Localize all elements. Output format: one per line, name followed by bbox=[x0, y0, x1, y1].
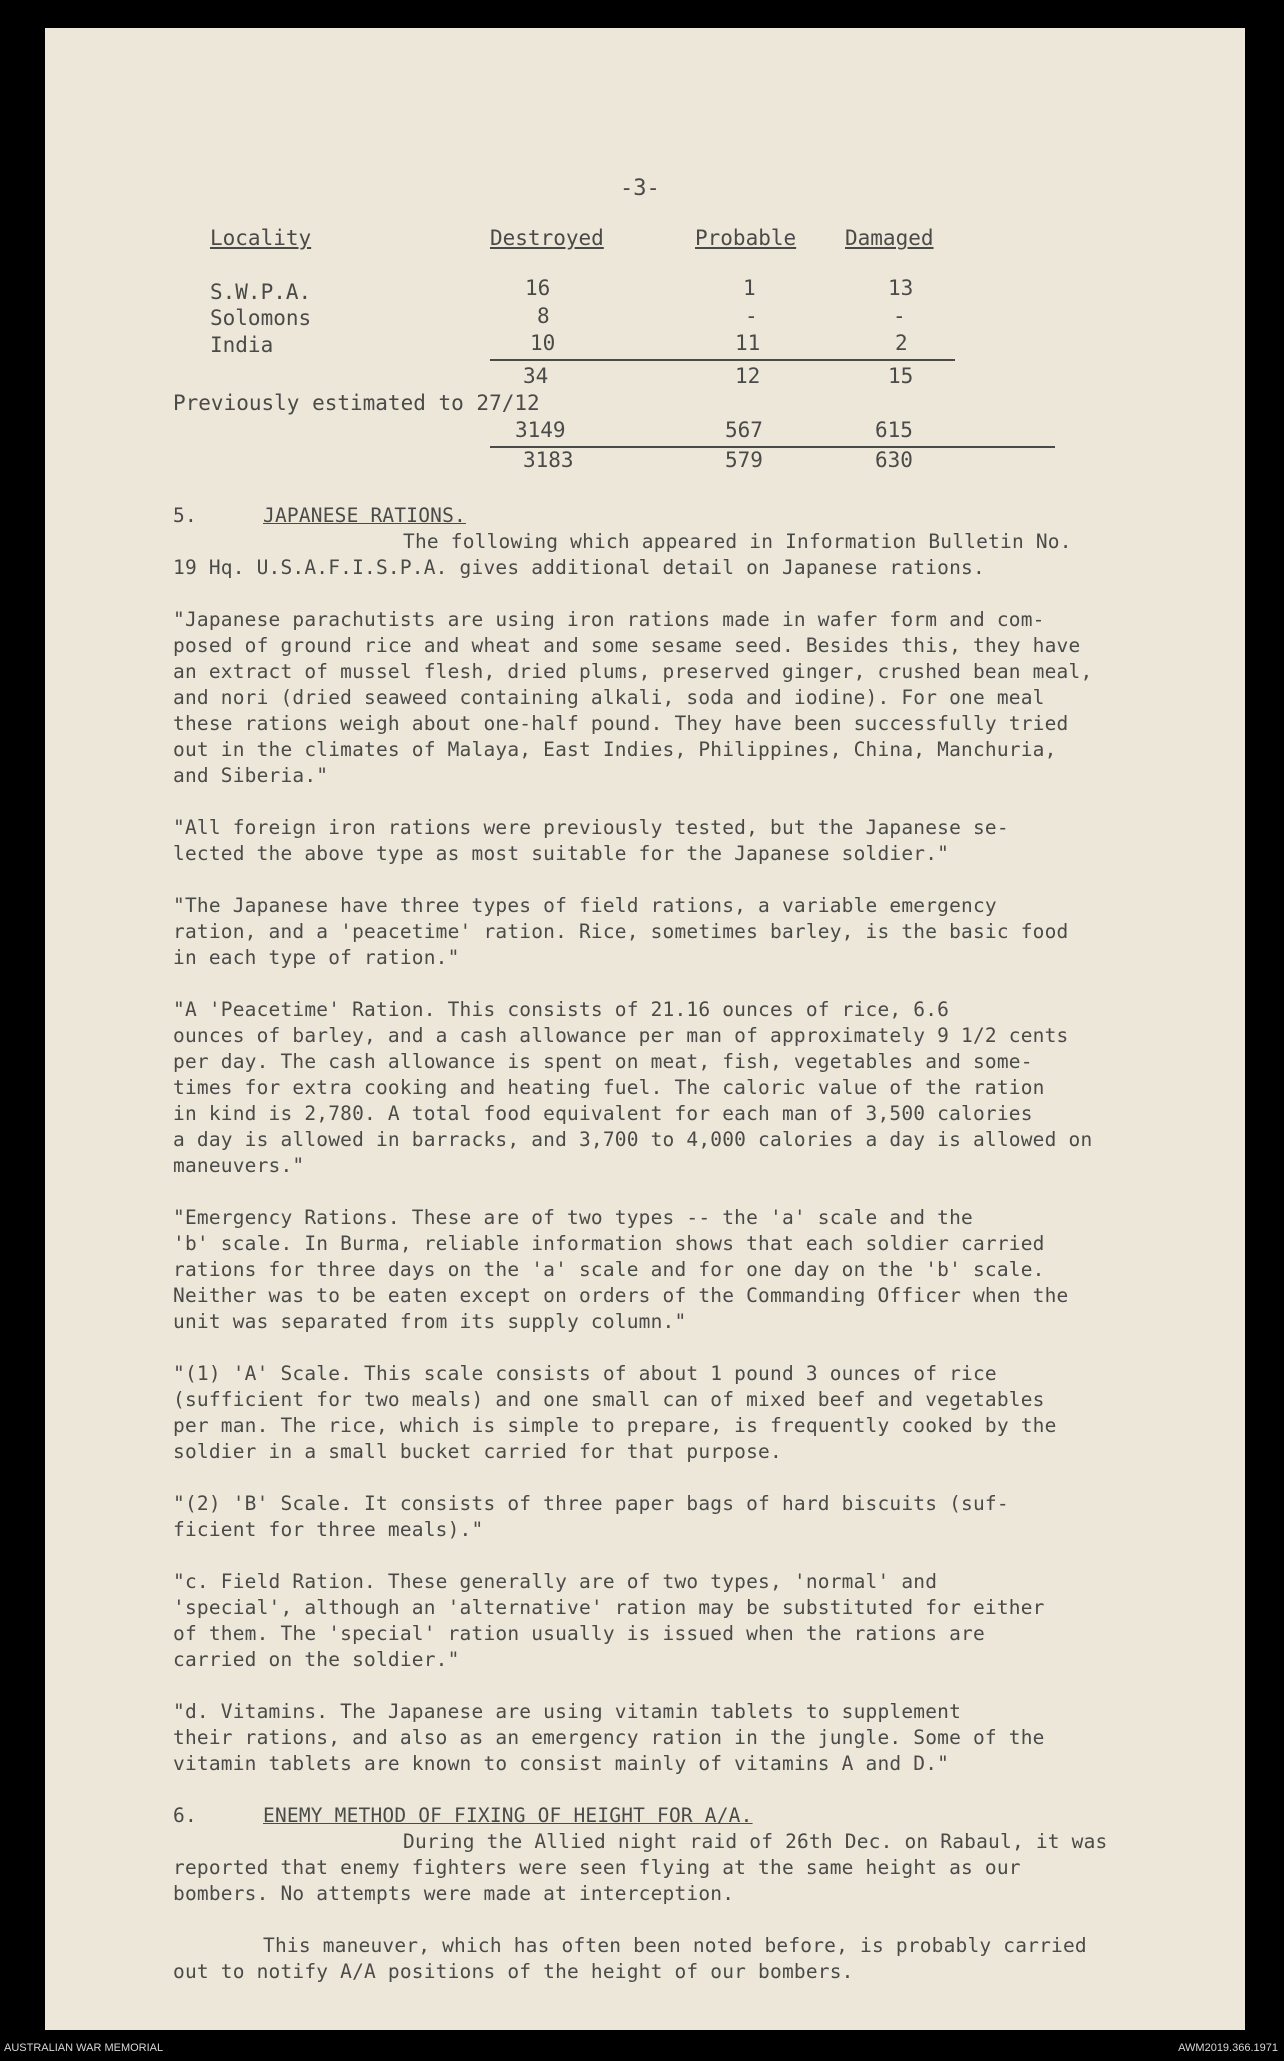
subtotal-probable: 12 bbox=[735, 364, 761, 388]
quoted-paragraph: "(2) 'B' Scale. It consists of three paper bags of hard biscuits (suf- ficient for three meals)." bbox=[173, 1492, 1009, 1541]
table-row-destroyed: 8 bbox=[537, 304, 550, 328]
section-heading bbox=[173, 503, 1183, 529]
table-row-damaged: 13 bbox=[888, 276, 914, 300]
subtotal-destroyed: 34 bbox=[523, 364, 549, 388]
subtotal-damaged: 15 bbox=[888, 364, 914, 388]
table-row-probable: 11 bbox=[735, 331, 761, 355]
quoted-paragraph: "Emergency Rations. These are of two types -- the 'a' scale and the 'b' scale. In Burma, reliable information shows that each soldier carried rations for three days on the 'a' scale and for one day on the 'b' scale. Neither was to be eaten except on orders of the Commanding Officer when the unit was separated from its supply column." bbox=[173, 1206, 1069, 1333]
quoted-paragraph: "(1) 'A' Scale. This scale consists of about 1 pound 3 ounces of rice (sufficient for two meals) and one small can of mixed beef and vegetables per man. The rice, which is simple to prepare, is frequently cooked by the soldier in a small bucket carried for that purpose. bbox=[173, 1362, 1057, 1463]
quoted-paragraph: "All foreign iron rations were previously tested, but the Japanese se- lected the above type as most suitable for the Japanese soldier." bbox=[173, 816, 1009, 865]
table-row-damaged: 2 bbox=[895, 331, 908, 355]
header-probable: Probable bbox=[695, 226, 797, 250]
document-page bbox=[45, 28, 1245, 2030]
section-intro: During the Allied night raid of 26th Dec. on Rabaul, it was reported that enemy fighters were seen flying at the same height as our bombers. No attempts were made at interception. bbox=[173, 1830, 1108, 1905]
total-damaged: 630 bbox=[875, 448, 913, 472]
section-heading bbox=[173, 1803, 1183, 1829]
total-probable: 579 bbox=[725, 448, 763, 472]
footer-credit: AUSTRALIAN WAR MEMORIAL bbox=[4, 2042, 164, 2054]
previous-probable: 567 bbox=[725, 418, 763, 442]
quoted-paragraph: "The Japanese have three types of field rations, a variable emergency ration, and a 'peacetime' ration. Rice, sometimes barley, is the basic food in each type of ration." bbox=[173, 894, 1069, 969]
aircraft-losses-table bbox=[45, 28, 1245, 448]
section-title: JAPANESE RATIONS. bbox=[263, 504, 466, 527]
table-row-locality: S.W.P.A. bbox=[210, 280, 312, 304]
quoted-paragraph: "d. Vitamins. The Japanese are using vitamin tablets to supplement their rations, and also as an emergency ration in the jungle. Some of the vitamin tablets are known to consist mainly of vitamins A and D." bbox=[173, 1700, 1045, 1775]
section-number: 6. bbox=[173, 1804, 197, 1827]
section-title: ENEMY METHOD OF FIXING OF HEIGHT FOR A/A. bbox=[263, 1804, 753, 1827]
section-number: 5. bbox=[173, 504, 197, 527]
table-row-locality: India bbox=[210, 333, 274, 357]
table-rule bbox=[490, 446, 1055, 448]
quoted-paragraph: "Japanese parachutists are using iron rations made in wafer form and com- posed of ground rice and wheat and some sesame seed. Besides this, they have an extract of mussel flesh, dried plums, preserved ginger, crushed bean meal, and nori (dried seaweed containing alkali, soda and iodine). For one meal these rations weigh about one-half pound. They have been successfully tried out in the climates of Malaya, East Indies, Philippines, China, Manchuria, and Siberia." bbox=[173, 608, 1093, 787]
header-destroyed: Destroyed bbox=[490, 226, 604, 250]
table-rule bbox=[490, 359, 955, 361]
quoted-paragraph: "A 'Peacetime' Ration. This consists of 21.16 ounces of rice, 6.6 ounces of barley, and a cash allowance per man of approximately 9 1/2 cents per day. The cash allowance is spent on meat, fish, vegetables and some- times for extra cooking and heating fuel. The caloric value of the ration in kind is 2,780. A total food equivalent for each man of 3,500 calories a day is allowed in barracks, and 3,700 to 4,000 calories a day is allowed on maneuvers." bbox=[173, 998, 1093, 1177]
header-damaged: Damaged bbox=[845, 226, 934, 250]
total-destroyed: 3183 bbox=[523, 448, 574, 472]
quoted-paragraph: "c. Field Ration. These generally are of two types, 'normal' and 'special', although an 'alternative' ration may be substituted for either of them. The 'special' ration usually is issued when the rations are carried on the soldier." bbox=[173, 1570, 1045, 1671]
section-paragraph: This maneuver, which has often been noted before, is probably carried out to notify A/A positions of the height of our bombers. bbox=[173, 1934, 1087, 1983]
previous-damaged: 615 bbox=[875, 418, 913, 442]
header-locality: Locality bbox=[210, 226, 312, 250]
table-row-destroyed: 10 bbox=[530, 331, 556, 355]
table-row-destroyed: 16 bbox=[525, 276, 551, 300]
footer-reference: AWM2019.366.1971 bbox=[1178, 2042, 1278, 2054]
previous-estimate-label: Previously estimated to 27/12 bbox=[173, 391, 540, 415]
table-row-damaged: - bbox=[893, 304, 906, 328]
table-row-probable: 1 bbox=[743, 276, 756, 300]
document-body bbox=[173, 503, 1183, 2011]
table-row-probable: - bbox=[745, 304, 758, 328]
page-number: -3- bbox=[620, 176, 660, 201]
archive-footer bbox=[0, 2030, 1284, 2061]
section-intro: The following which appeared in Information Bulletin No. 19 Hq. U.S.A.F.I.S.P.A. gives additional detail on Japanese rations. bbox=[173, 530, 1072, 579]
table-row-locality: Solomons bbox=[210, 306, 312, 330]
previous-destroyed: 3149 bbox=[515, 418, 566, 442]
